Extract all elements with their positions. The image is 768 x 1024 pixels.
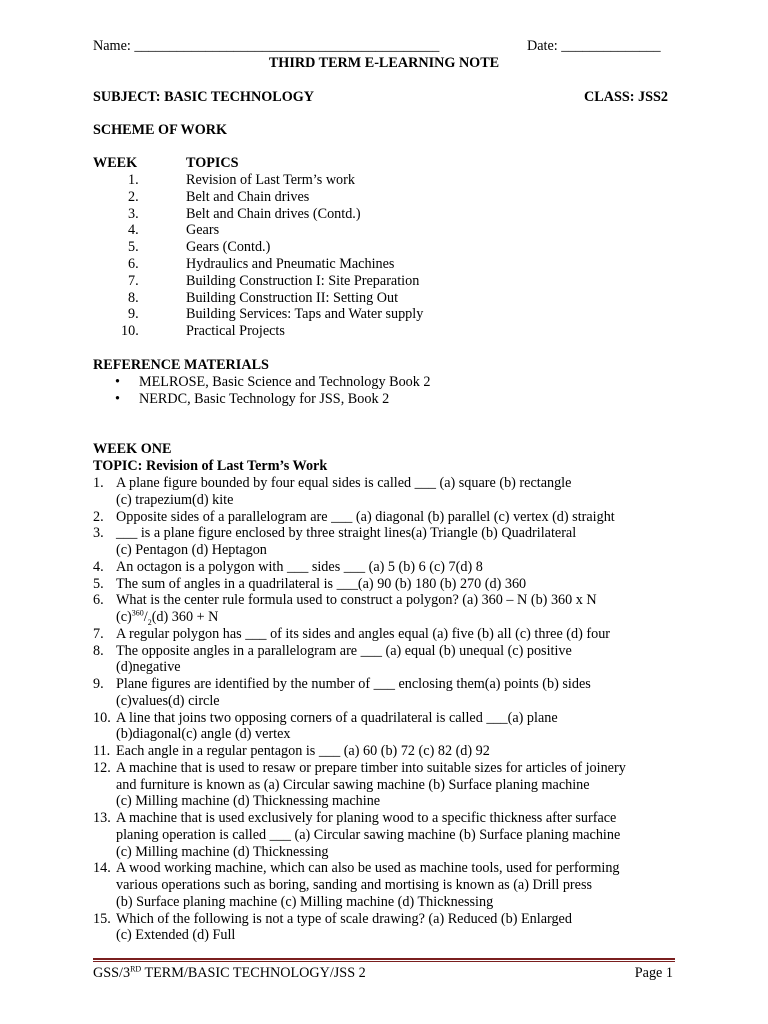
question-text: Opposite sides of a parallelogram are ___ (a) diagonal (b) parallel (c) vertex (d) straight [116, 508, 615, 525]
scheme-heading: SCHEME OF WORK [93, 122, 228, 138]
week-topic: Building Construction I: Site Preparation [186, 272, 420, 289]
formula-prefix: (c) [116, 609, 132, 625]
question-text: (b)diagonal(c) angle (d) vertex [116, 726, 291, 743]
question-text: A regular polygon has ___ of its sides and angles equal (a) five (b) all (c) three (d) four [116, 625, 611, 642]
footer-course-code [93, 965, 366, 982]
question-number: 12. [93, 759, 111, 776]
question-text: (c) Pentagon (d) Heptagon [116, 542, 267, 558]
question-text: (d)negative [116, 659, 181, 676]
question-text: Each angle in a regular pentagon is ___ (a) 60 (b) 72 (c) 82 (d) 92 [116, 743, 490, 759]
question-text: A wood working machine, which can also be used as machine tools, used for performing [116, 860, 620, 877]
week-one-heading: WEEK ONE [93, 441, 172, 457]
question-number: 2. [93, 508, 104, 525]
question-text: and furniture is known as (a) Circular sawing machine (b) Surface planing machine [116, 776, 590, 793]
formula-rest: (d) 360 + N [151, 609, 219, 625]
page-number: Page 1 [634, 965, 673, 981]
week-number: 2. [128, 188, 139, 205]
question-number: 14. [93, 860, 111, 877]
question-text: The opposite angles in a parallelogram are ___ (a) equal (b) unequal (c) positive [116, 642, 572, 659]
question-number: 6. [93, 592, 104, 609]
question-number: 10. [93, 709, 111, 726]
question-text: (c) Milling machine (d) Thicknessing [116, 843, 329, 860]
footer-superscript: RD [130, 964, 142, 974]
class-label: CLASS: JSS2 [584, 89, 668, 105]
subject-label: SUBJECT: BASIC TECHNOLOGY [93, 89, 315, 105]
question-text: What is the center rule formula used to construct a polygon? (a) 360 – N (b) 360 x N [116, 592, 597, 609]
footer-divider [93, 958, 675, 960]
question-text: The sum of angles in a quadrilateral is ___(a) 90 (b) 180 (b) 270 (d) 360 [116, 575, 527, 592]
question-text: ___ is a plane figure enclosed by three straight lines(a) Triangle (b) Quadrilateral [116, 525, 577, 542]
week-number: 9. [128, 306, 139, 323]
week-one-topic: TOPIC: Revision of Last Term’s Work [93, 458, 328, 474]
question-number: 15. [93, 910, 111, 927]
topics-column-header: TOPICS [186, 155, 239, 171]
question-number: 5. [93, 575, 104, 592]
week-topic: Building Services: Taps and Water supply [186, 306, 424, 323]
week-number: 5. [128, 239, 139, 256]
references-heading: REFERENCE MATERIALS [93, 357, 269, 373]
question-text: (c) Milling machine (d) Thicknessing machine [116, 793, 381, 810]
week-number: 8. [128, 289, 139, 306]
formula-superscript: 360 [131, 608, 144, 618]
week-number: 6. [128, 256, 139, 272]
question-text: (c) Extended (d) Full [116, 927, 236, 944]
question-text: Plane figures are identified by the number of ___ enclosing them(a) points (b) sides [116, 676, 591, 692]
footer-suffix: TERM/BASIC TECHNOLOGY/JSS 2 [141, 965, 366, 981]
week-topic: Hydraulics and Pneumatic Machines [186, 256, 395, 272]
question-text: A machine that is used exclusively for planing wood to a specific thickness after surface [116, 810, 617, 826]
question-number: 1. [93, 475, 104, 491]
bullet-icon: • [115, 391, 120, 407]
question-number: 13. [93, 810, 111, 826]
week-topic: Belt and Chain drives (Contd.) [186, 205, 361, 222]
question-number: 11. [93, 743, 111, 759]
question-text: (b) Surface planing machine (c) Milling machine (d) Thicknessing [116, 893, 494, 910]
reference-item: NERDC, Basic Technology for JSS, Book 2 [139, 391, 390, 407]
question-text: (c)values(d) circle [116, 692, 220, 709]
name-field-label: Name: ___________________________________________ [93, 38, 440, 54]
week-number: 7. [128, 272, 139, 289]
week-topic: Revision of Last Term’s work [186, 172, 355, 188]
question-number: 8. [93, 642, 104, 659]
week-topic: Practical Projects [186, 323, 285, 340]
footer-prefix: GSS/3 [93, 965, 131, 981]
question-text: A line that joins two opposing corners of a quadrilateral is called ___(a) plane [116, 709, 558, 726]
question-number: 9. [93, 676, 104, 692]
formula-slash: / [143, 609, 148, 625]
question-text: (c) trapezium(d) kite [116, 491, 234, 508]
week-topic: Belt and Chain drives [186, 188, 310, 205]
week-number: 3. [128, 205, 139, 222]
bullet-icon: • [115, 374, 120, 390]
question-text: various operations such as boring, sanding and mortising is known as (a) Drill press [116, 877, 592, 893]
footer-divider-thin [93, 961, 675, 962]
question-text: Which of the following is not a type of scale drawing? (a) Reduced (b) Enlarged [116, 910, 572, 927]
question-number: 7. [93, 625, 104, 642]
question-text-formula [116, 609, 218, 626]
question-text: A machine that is used to resaw or prepare timber into suitable sizes for articles of joinery [116, 759, 626, 776]
question-text: planing operation is called ___ (a) Circular sawing machine (b) Surface planing machine [116, 826, 621, 843]
week-number: 1. [128, 172, 139, 188]
week-topic: Gears [186, 222, 220, 239]
reference-item: MELROSE, Basic Science and Technology Book 2 [139, 374, 431, 390]
week-column-header: WEEK [93, 155, 138, 171]
question-number: 4. [93, 558, 104, 575]
document-title: THIRD TERM E-LEARNING NOTE [268, 55, 500, 71]
week-topic: Gears (Contd.) [186, 239, 271, 256]
week-number: 10. [121, 323, 139, 340]
question-text: An octagon is a polygon with ___ sides ___ (a) 5 (b) 6 (c) 7(d) 8 [116, 558, 483, 575]
date-field-label: Date: ______________ [527, 38, 661, 54]
question-number: 3. [93, 525, 104, 542]
question-text: A plane figure bounded by four equal sides is called ___ (a) square (b) rectangle [116, 475, 572, 491]
week-number: 4. [128, 222, 139, 239]
week-topic: Building Construction II: Setting Out [186, 289, 399, 306]
formula-subscript: 2 [147, 617, 152, 627]
